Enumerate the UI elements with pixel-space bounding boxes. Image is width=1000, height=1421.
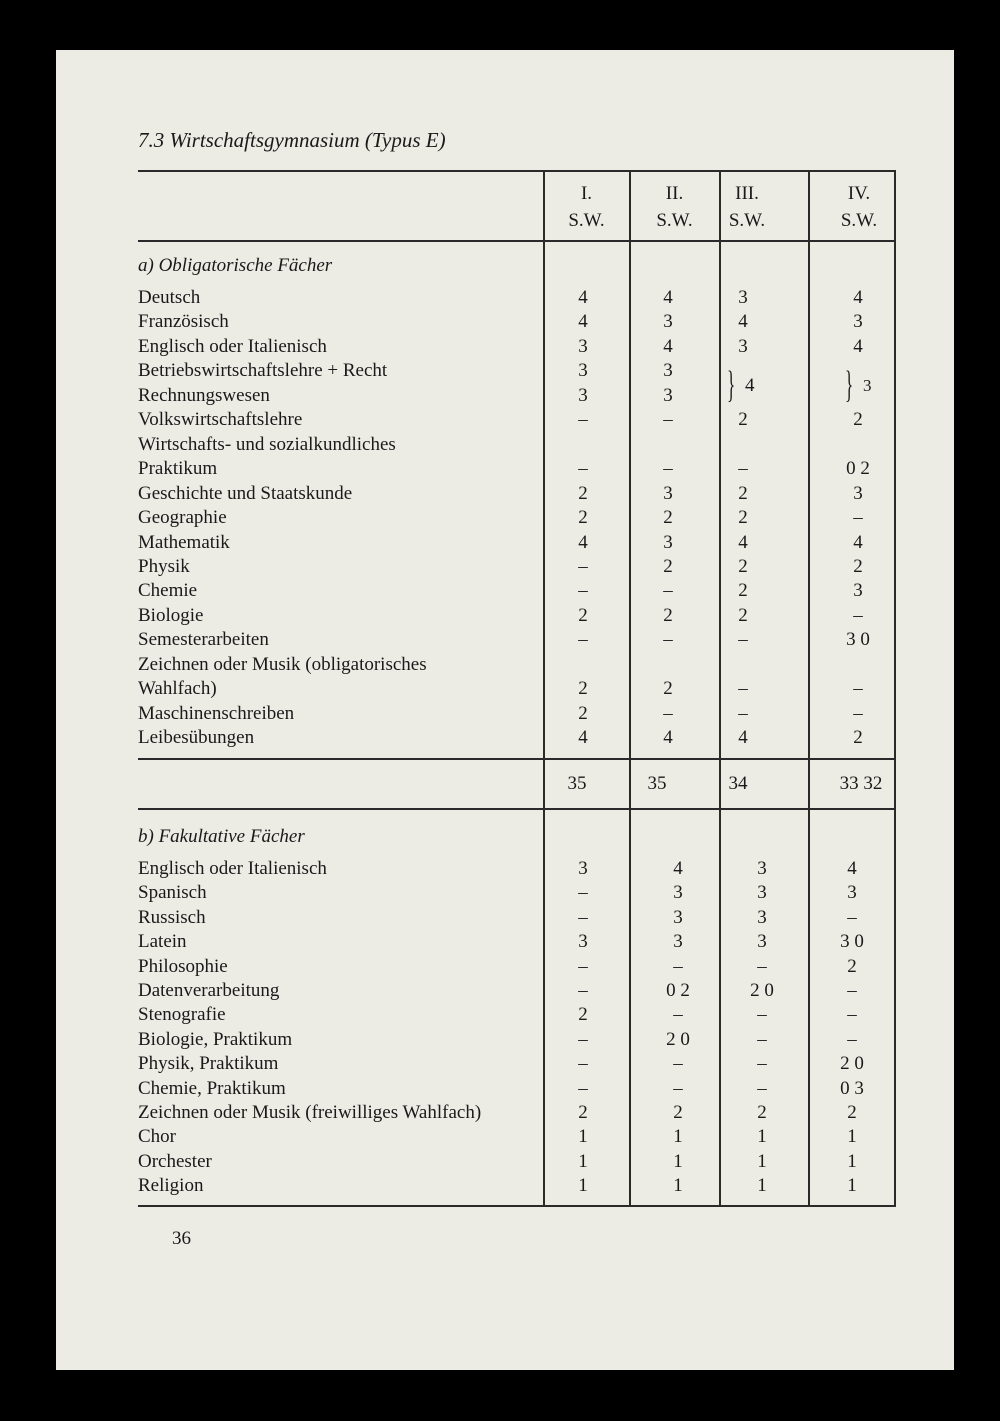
subject-label: Biologie, Praktikum (138, 1028, 293, 1050)
subject-label: Leibesübungen (138, 727, 255, 749)
hours-semester-2: 2 (673, 1102, 683, 1123)
semester-label: I. (580, 183, 593, 204)
hours-semester-3: 2 0 (750, 980, 774, 1001)
hours-semester-1: 2 (578, 1004, 588, 1026)
semester-label: III. (735, 183, 759, 204)
hours-semester-1: 3 (578, 335, 588, 357)
table-row (0, 457, 1000, 481)
hours-semester-1: – (578, 980, 588, 1001)
table-row (0, 506, 1000, 530)
table-row (0, 702, 1000, 726)
hours-semester-3: – (738, 629, 748, 651)
hours-semester-2: 3 (673, 931, 683, 953)
hours-semester-4: 2 (853, 555, 863, 577)
hours-semester-2: – (673, 1077, 683, 1099)
column-header-1 (544, 180, 629, 234)
hours-semester-3: – (738, 458, 748, 480)
column-header-2 (630, 180, 719, 234)
table-row (0, 653, 1000, 677)
section-b-heading: b) Fakultative Fächer (138, 826, 305, 847)
table-row (0, 881, 1000, 905)
total-semester-3: 34 (728, 773, 748, 794)
hours-semester-2: – (673, 1053, 683, 1075)
table-row (0, 628, 1000, 652)
hours-semester-1: – (578, 409, 588, 431)
hours-semester-1: – (578, 1077, 588, 1099)
hours-semester-4: 1 (847, 1150, 857, 1172)
hours-semester-4: – (853, 507, 863, 529)
hours-semester-3: 2 (738, 507, 748, 529)
hours-semester-2: 3 (663, 360, 673, 382)
subject-label: Biologie (138, 604, 204, 626)
hours-semester-1: – (578, 955, 588, 977)
table-row (0, 604, 1000, 628)
subject-label: Religion (138, 1175, 204, 1197)
hours-semester-4: – (853, 678, 863, 700)
hours-semester-3: – (757, 1028, 767, 1050)
table-top-rule (138, 170, 896, 172)
subject-label: Betriebswirtschaftslehre + Recht (138, 360, 388, 382)
hours-semester-2: – (663, 409, 673, 431)
table-row (0, 1101, 1000, 1125)
page-number: 36 (172, 1228, 191, 1249)
unit-label: S.W. (728, 210, 766, 231)
subject-label: Datenverarbeitung (138, 980, 280, 1001)
subject-label: Französisch (138, 311, 229, 333)
brace-group-semester-4 (840, 362, 872, 410)
hours-semester-4: – (853, 604, 863, 626)
hours-semester-4: 1 (847, 1126, 857, 1148)
subject-label: Wirtschafts- und sozialkundliches (138, 433, 396, 455)
hours-semester-2: 3 (673, 882, 683, 904)
hours-semester-1: – (578, 458, 588, 480)
table-row (0, 1174, 1000, 1198)
subject-label: Semesterarbeiten (138, 629, 269, 651)
hours-semester-2: 3 (673, 906, 683, 928)
table-row (0, 1125, 1000, 1149)
hours-semester-4: 3 0 (846, 629, 870, 651)
hours-semester-2: 2 (663, 555, 673, 577)
subject-label: Rechnungswesen (138, 384, 270, 406)
hours-semester-2: 2 (663, 678, 673, 700)
hours-semester-4: – (847, 906, 857, 928)
table-row (0, 1028, 1000, 1052)
table-row (0, 906, 1000, 930)
hours-semester-1: 2 (578, 604, 588, 626)
subject-label: Chemie, Praktikum (138, 1077, 286, 1099)
hours-semester-4: 1 (847, 1175, 857, 1197)
subject-label: Chor (138, 1126, 176, 1148)
subject-label: Geographie (138, 507, 227, 529)
hours-semester-4: 0 3 (840, 1077, 864, 1099)
subject-label: Praktikum (138, 458, 218, 480)
hours-semester-4: 2 (853, 409, 863, 431)
hours-semester-3: 4 (738, 727, 748, 749)
hours-semester-1: 1 (578, 1150, 588, 1172)
hours-semester-1: 3 (578, 858, 588, 879)
hours-semester-4: – (847, 1028, 857, 1050)
brace-group-semester-3 (722, 362, 755, 410)
hours-semester-2: 1 (673, 1175, 683, 1197)
subject-label: Orchester (138, 1150, 212, 1172)
hours-semester-2: 1 (673, 1150, 683, 1172)
hours-semester-2: – (673, 955, 683, 977)
hours-semester-4: 2 (853, 727, 863, 749)
hours-semester-3: 3 (757, 931, 767, 953)
subject-label: Wahlfach) (138, 678, 217, 700)
column-header-3 (712, 180, 782, 234)
hours-semester-2: – (663, 580, 673, 602)
hours-semester-4: 3 (853, 311, 863, 333)
hours-semester-3: 2 (738, 409, 748, 431)
hours-semester-3: – (757, 1004, 767, 1026)
hours-semester-2: – (663, 458, 673, 480)
hours-semester-2: – (663, 629, 673, 651)
table-row (0, 1150, 1000, 1174)
hours-semester-3: 3 (757, 882, 767, 904)
table-row (0, 930, 1000, 954)
hours-semester-1: 2 (578, 678, 588, 700)
hours-semester-2: 3 (663, 311, 673, 333)
table-row (0, 857, 1000, 881)
hours-semester-2: 4 (663, 335, 673, 357)
hours-semester-3: 3 (738, 335, 748, 357)
hours-semester-1: – (578, 1053, 588, 1075)
hours-semester-1: 3 (578, 384, 588, 406)
hours-semester-3: 1 (757, 1150, 767, 1172)
hours-semester-4: 4 (853, 335, 863, 357)
hours-semester-4: 3 (853, 580, 863, 602)
hours-semester-1: – (578, 1028, 588, 1050)
hours-semester-3: – (757, 1053, 767, 1075)
hours-semester-1: – (578, 629, 588, 651)
subject-label: Physik (138, 555, 190, 577)
hours-semester-4: – (847, 1004, 857, 1026)
subject-label: Russisch (138, 906, 206, 928)
semester-label: II. (665, 183, 684, 204)
subject-label: Englisch oder Italienisch (138, 858, 327, 879)
table-row (0, 726, 1000, 750)
subject-label: Chemie (138, 580, 198, 602)
brace-icon: } (845, 364, 854, 406)
hours-semester-4: 2 0 (840, 1053, 864, 1075)
braced-value: 4 (745, 375, 755, 396)
hours-semester-4: 4 (853, 531, 863, 553)
total-semester-4: 33 32 (839, 773, 883, 794)
hours-semester-1: 4 (578, 287, 588, 308)
hours-semester-4: – (847, 980, 857, 1001)
hours-semester-4: 3 (847, 882, 857, 904)
subject-label: Zeichnen oder Musik (obligatorisches (138, 653, 427, 675)
subject-label: Englisch oder Italienisch (138, 335, 327, 357)
hours-semester-2: 1 (673, 1126, 683, 1148)
hours-semester-3: 2 (738, 482, 748, 504)
hours-semester-4: 4 (847, 858, 857, 879)
hours-semester-1: 4 (578, 311, 588, 333)
braced-value: 3 (863, 376, 872, 395)
hours-semester-2: 0 2 (666, 980, 690, 1001)
table-row (0, 979, 1000, 1003)
subject-label: Philosophie (138, 955, 228, 977)
unit-label: S.W. (568, 210, 605, 231)
table-bottom-rule (138, 1205, 896, 1207)
hours-semester-3: 4 (738, 531, 748, 553)
section-a-heading: a) Obligatorische Fächer (138, 255, 333, 276)
table-row (0, 286, 1000, 310)
subject-label: Volkswirtschaftslehre (138, 409, 303, 431)
hours-semester-1: 4 (578, 531, 588, 553)
table-row (0, 579, 1000, 603)
hours-semester-3: 2 (757, 1102, 767, 1123)
header-bottom-rule (138, 240, 896, 242)
total-semester-2: 35 (647, 773, 667, 794)
hours-semester-1: 2 (578, 507, 588, 529)
semester-label: IV. (847, 183, 871, 204)
hours-semester-3: 4 (738, 311, 748, 333)
hours-semester-2: 3 (663, 384, 673, 406)
hours-semester-1: – (578, 580, 588, 602)
brace-icon: } (727, 364, 736, 406)
hours-semester-2: 2 (663, 507, 673, 529)
hours-semester-1: – (578, 555, 588, 577)
table-row (0, 677, 1000, 701)
hours-semester-4: – (853, 702, 863, 724)
hours-semester-2: 3 (663, 531, 673, 553)
hours-semester-2: 2 0 (666, 1028, 690, 1050)
hours-semester-1: 2 (578, 702, 588, 724)
table-row (0, 310, 1000, 334)
subject-label: Stenografie (138, 1004, 226, 1026)
subject-label: Maschinenschreiben (138, 702, 295, 724)
hours-semester-2: 4 (663, 287, 673, 308)
hours-semester-3: 1 (757, 1126, 767, 1148)
totals-bottom-rule (138, 808, 896, 810)
hours-semester-2: – (673, 1004, 683, 1026)
hours-semester-2: 3 (663, 482, 673, 504)
page-title: 7.3 Wirtschaftsgymnasium (Typus E) (138, 128, 446, 152)
table-row (0, 531, 1000, 555)
hours-semester-3: 3 (757, 858, 767, 879)
hours-semester-4: 3 0 (840, 931, 864, 953)
unit-label: S.W. (656, 210, 693, 231)
hours-semester-4: 3 (853, 482, 863, 504)
total-semester-1: 35 (567, 773, 587, 794)
totals-top-rule (138, 758, 896, 760)
table-row (0, 555, 1000, 579)
hours-semester-3: 1 (757, 1175, 767, 1197)
hours-semester-3: – (757, 1077, 767, 1099)
hours-semester-1: 1 (578, 1126, 588, 1148)
hours-semester-2: 4 (673, 858, 683, 879)
table-row (0, 408, 1000, 432)
hours-semester-4: 2 (847, 955, 857, 977)
hours-semester-1: 1 (578, 1175, 588, 1197)
table-row (0, 1003, 1000, 1027)
table-row (0, 1052, 1000, 1076)
hours-semester-3: – (738, 702, 748, 724)
subject-label: Latein (138, 931, 187, 953)
unit-label: S.W. (840, 210, 878, 231)
hours-semester-1: – (578, 882, 588, 904)
table-row (0, 955, 1000, 979)
hours-semester-3: – (757, 955, 767, 977)
subject-label: Mathematik (138, 531, 230, 553)
table-row (0, 335, 1000, 359)
hours-semester-2: 2 (663, 604, 673, 626)
hours-semester-3: 2 (738, 555, 748, 577)
hours-semester-1: 2 (578, 482, 588, 504)
hours-semester-1: 2 (578, 1102, 588, 1123)
hours-semester-4: 2 (847, 1102, 857, 1123)
hours-semester-4: 0 2 (846, 458, 870, 480)
table-row (0, 482, 1000, 506)
hours-semester-1: – (578, 906, 588, 928)
subject-label: Zeichnen oder Musik (freiwilliges Wahlfach) (138, 1102, 482, 1123)
hours-semester-1: 3 (578, 360, 588, 382)
column-header-4 (824, 180, 894, 234)
hours-semester-3: 3 (757, 906, 767, 928)
hours-semester-2: – (663, 702, 673, 724)
subject-label: Spanisch (138, 882, 207, 904)
hours-semester-3: 3 (738, 287, 748, 308)
hours-semester-3: 2 (738, 604, 748, 626)
subject-label: Deutsch (138, 287, 201, 308)
hours-semester-1: 4 (578, 727, 588, 749)
hours-semester-3: – (738, 678, 748, 700)
hours-semester-3: 2 (738, 580, 748, 602)
subject-label: Geschichte und Staatskunde (138, 482, 353, 504)
hours-semester-1: 3 (578, 931, 588, 953)
table-row (0, 1077, 1000, 1101)
table-row (0, 433, 1000, 457)
hours-semester-4: 4 (853, 287, 863, 308)
subject-label: Physik, Praktikum (138, 1053, 279, 1075)
hours-semester-2: 4 (663, 727, 673, 749)
